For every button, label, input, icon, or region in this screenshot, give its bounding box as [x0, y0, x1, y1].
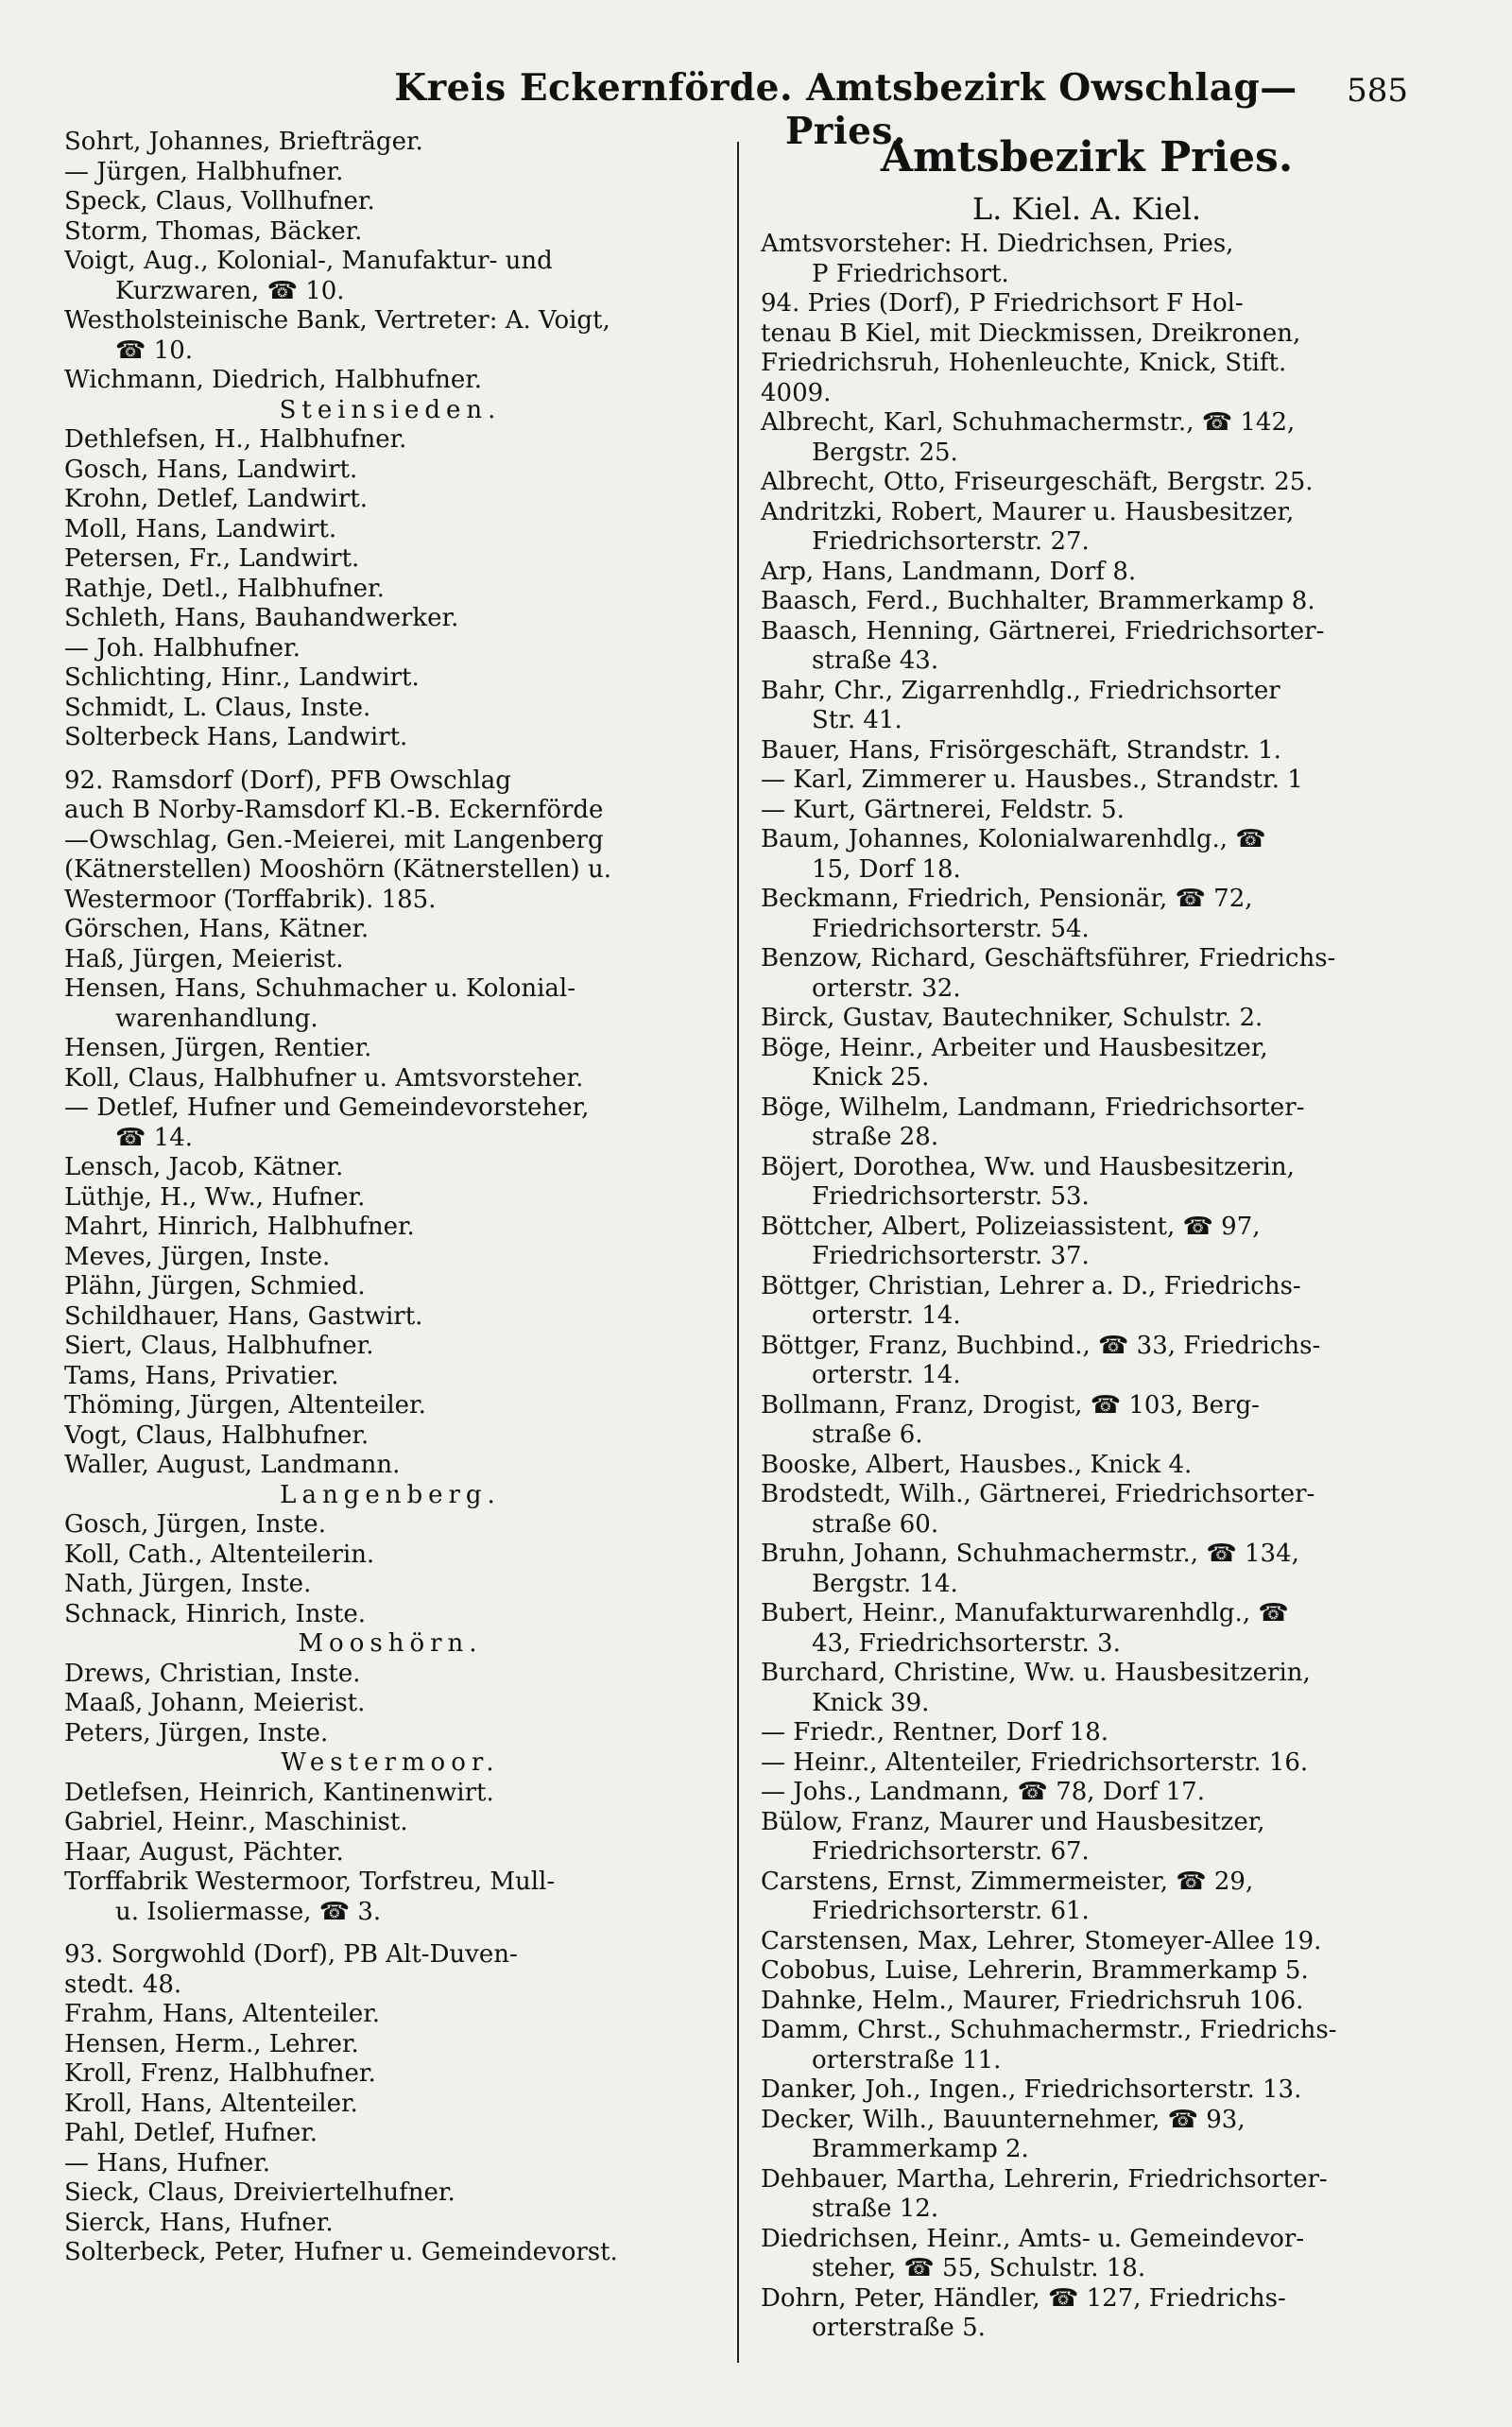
directory-entry: Böge, Wilhelm, Landmann, Friedrichsorter- — [761, 1093, 1305, 1122]
directory-entry: Kroll, Frenz, Halbhufner. — [64, 2059, 376, 2088]
directory-entry: Böjert, Dorothea, Ww. und Hausbesitzerin, — [761, 1152, 1295, 1181]
directory-entry: —Owschlag, Gen.-Meierei, mit Langenberg — [64, 825, 604, 854]
directory-entry: auch B Norby-Ramsdorf Kl.-B. Eckernförde — [64, 796, 604, 824]
entry-continuation: 43, Friedrichsorterstr. 3. — [812, 1628, 1121, 1658]
entry-continuation: Kurzwaren, ☎ 10. — [115, 276, 345, 305]
directory-entry: Hensen, Hans, Schuhmacher u. Kolonial- — [64, 974, 576, 1003]
directory-entry: Bruhn, Johann, Schuhmachermstr., ☎ 134, — [761, 1540, 1299, 1568]
directory-entry: Böge, Heinr., Arbeiter und Hausbesitzer, — [761, 1033, 1268, 1062]
directory-entry: Haar, August, Pächter. — [64, 1837, 344, 1867]
directory-entry: — Hans, Hufner. — [64, 2148, 271, 2177]
entry-continuation: straße 28. — [812, 1123, 939, 1151]
directory-entry: Krohn, Detlef, Landwirt. — [64, 485, 369, 513]
directory-entry: Koll, Claus, Halbhufner u. Amtsvorsteher. — [64, 1063, 584, 1093]
locality-heading: Langenberg. — [280, 1480, 501, 1509]
entry-continuation: straße 6. — [812, 1420, 923, 1449]
directory-entry: Speck, Claus, Vollhufner. — [64, 187, 375, 215]
directory-entry: Hensen, Jürgen, Rentier. — [64, 1034, 372, 1062]
directory-entry: Benzow, Richard, Geschäftsführer, Friedrichs- — [761, 944, 1336, 973]
directory-entry: Schildhauer, Hans, Gastwirt. — [64, 1301, 423, 1331]
directory-entry: Rathje, Detl., Halbhufner. — [64, 574, 385, 603]
spacer — [64, 753, 716, 766]
directory-entry: — Jürgen, Halbhufner. — [64, 157, 344, 186]
directory-entry: Mahrt, Hinrich, Halbhufner. — [64, 1213, 415, 1241]
directory-entry: Albrecht, Karl, Schuhmachermstr., ☎ 142, — [761, 408, 1296, 437]
directory-entry: — Heinr., Altenteiler, Friedrichsorterstr. 16. — [761, 1747, 1309, 1777]
page-number: 585 — [1347, 72, 1408, 110]
directory-entry: Waller, August, Landmann. — [64, 1451, 401, 1479]
entry-continuation: Brammerkamp 2. — [812, 2135, 1029, 2163]
directory-entry: Lensch, Jacob, Kätner. — [64, 1153, 344, 1181]
directory-entry: Plähn, Jürgen, Schmied. — [64, 1272, 366, 1300]
directory-entry: Solterbeck, Peter, Hufner u. Gemeindevorst. — [64, 2238, 618, 2266]
directory-entry: — Kurt, Gärtnerei, Feldstr. 5. — [761, 795, 1125, 824]
directory-entry: 4009. — [761, 378, 832, 407]
entry-continuation: Bergstr. 14. — [812, 1569, 958, 1598]
directory-entry: Birck, Gustav, Bautechniker, Schulstr. 2. — [761, 1004, 1263, 1032]
directory-entry: Böttger, Franz, Buchbind., ☎ 33, Friedrichs- — [761, 1331, 1321, 1360]
directory-entry: Schlichting, Hinr., Landwirt. — [64, 663, 420, 692]
directory-entry: Burchard, Christine, Ww. u. Hausbesitzerin, — [761, 1659, 1311, 1687]
column-divider — [737, 142, 739, 2363]
directory-entry: — Friedr., Rentner, Dorf 18. — [761, 1718, 1108, 1747]
directory-entry: — Johs., Landmann, ☎ 78, Dorf 17. — [761, 1778, 1205, 1806]
directory-entry: Peters, Jürgen, Inste. — [64, 1718, 329, 1747]
entry-continuation: steher, ☎ 55, Schulstr. 18. — [812, 2254, 1146, 2282]
directory-entry: Damm, Chrst., Schuhmachermstr., Friedrichs- — [761, 2016, 1337, 2044]
spacer — [64, 1927, 716, 1940]
locality-heading: Mooshörn. — [298, 1629, 483, 1658]
entry-continuation: Friedrichsorterstr. 27. — [812, 527, 1090, 556]
entry-continuation: P Friedrichsort. — [812, 259, 1009, 288]
directory-entry: Bülow, Franz, Maurer und Hausbesitzer, — [761, 1807, 1265, 1836]
directory-entry: Torffabrik Westermoor, Torfstreu, Mull- — [64, 1868, 556, 1896]
directory-entry: Nath, Jürgen, Inste. — [64, 1570, 312, 1598]
directory-entry: Drews, Christian, Inste. — [64, 1659, 361, 1688]
directory-entry: Kroll, Hans, Altenteiler. — [64, 2089, 358, 2118]
directory-entry: Amtsvorsteher: H. Diedrichsen, Pries, — [761, 230, 1234, 258]
directory-entry: Baasch, Henning, Gärtnerei, Friedrichsorter- — [761, 616, 1325, 645]
directory-entry: Friedrichsruh, Hohenleuchte, Knick, Stift. — [761, 349, 1287, 377]
right-column — [761, 128, 1413, 2344]
directory-entry: Westermoor (Torffabrik). 185. — [64, 885, 437, 914]
directory-entry: Sohrt, Johannes, Briefträger. — [64, 128, 423, 156]
directory-entry: Frahm, Hans, Altenteiler. — [64, 2000, 381, 2028]
entry-continuation: orterstr. 14. — [812, 1301, 961, 1330]
directory-entry: Solterbeck Hans, Landwirt. — [64, 723, 408, 751]
directory-entry: Baasch, Ferd., Buchhalter, Brammerkamp 8. — [761, 587, 1315, 615]
entry-continuation: straße 60. — [812, 1509, 939, 1539]
directory-entry: Lüthje, H., Ww., Hufner. — [64, 1182, 366, 1212]
directory-entry: Beckmann, Friedrich, Pensionär, ☎ 72, — [761, 885, 1253, 913]
directory-entry: (Kätnerstellen) Mooshörn (Kätnerstellen) u. — [64, 855, 611, 884]
entry-continuation: straße 12. — [812, 2195, 939, 2223]
directory-entry: Maaß, Johann, Meierist. — [64, 1689, 366, 1717]
directory-entry: Carstens, Ernst, Zimmermeister, ☎ 29, — [761, 1867, 1254, 1896]
directory-entry: Siert, Claus, Halbhufner. — [64, 1332, 374, 1360]
left-column — [64, 128, 716, 2268]
directory-entry: 92. Ramsdorf (Dorf), PFB Owschlag — [64, 766, 511, 795]
directory-entry: Westholsteinische Bank, Vertreter: A. Voigt, — [64, 306, 610, 335]
directory-entry: Vogt, Claus, Halbhufner. — [64, 1420, 369, 1450]
entry-continuation: u. Isoliermasse, ☎ 3. — [115, 1897, 382, 1926]
directory-entry: 93. Sorgwohld (Dorf), PB Alt-Duven- — [64, 1940, 518, 1969]
directory-entry: Bauer, Hans, Frisörgeschäft, Strandstr. 1. — [761, 735, 1281, 765]
directory-entry: tenau B Kiel, mit Dieckmissen, Dreikronen, — [761, 318, 1301, 348]
directory-entry: stedt. 48. — [64, 1970, 182, 1999]
entry-continuation: ☎ 10. — [115, 336, 193, 365]
directory-entry: Moll, Hans, Landwirt. — [64, 514, 337, 543]
directory-entry: Bubert, Heinr., Manufakturwarenhdlg., ☎ — [761, 1599, 1289, 1627]
locality-heading: Westermoor. — [281, 1748, 500, 1777]
directory-entry: Schnack, Hinrich, Inste. — [64, 1599, 366, 1628]
directory-entry: Dehbauer, Martha, Lehrerin, Friedrichsorter- — [761, 2164, 1328, 2194]
entry-continuation: orterstr. 32. — [812, 973, 961, 1003]
directory-entry: — Detlef, Hufner und Gemeindevorsteher, — [64, 1093, 590, 1122]
directory-entry: Gosch, Jürgen, Inste. — [64, 1510, 326, 1539]
entry-continuation: Bergstr. 25. — [812, 438, 958, 467]
directory-entry: Görschen, Hans, Kätner. — [64, 915, 369, 943]
entry-continuation: Str. 41. — [812, 706, 902, 734]
directory-entry: Gosch, Hans, Landwirt. — [64, 455, 358, 484]
directory-entry: Thöming, Jürgen, Altenteiler. — [64, 1391, 426, 1420]
directory-entry: Bahr, Chr., Zigarrenhdlg., Friedrichsorter — [761, 676, 1280, 705]
section-subtitle: L. Kiel. A. Kiel. — [971, 191, 1202, 227]
directory-entry: Storm, Thomas, Bäcker. — [64, 216, 363, 246]
directory-entry: Schleth, Hans, Bauhandwerker. — [64, 604, 459, 632]
entry-continuation: Knick 25. — [812, 1063, 930, 1092]
directory-entry: Diedrichsen, Heinr., Amts- u. Gemeindevor- — [761, 2224, 1305, 2253]
entry-continuation: Friedrichsorterstr. 61. — [812, 1897, 1090, 1925]
directory-entry: Pahl, Detlef, Hufner. — [64, 2119, 318, 2147]
directory-entry: Petersen, Fr., Landwirt. — [64, 544, 360, 573]
directory-entry: Decker, Wilh., Bauunternehmer, ☎ 93, — [761, 2105, 1246, 2134]
entry-continuation: orterstraße 5. — [812, 2314, 986, 2342]
directory-entry: 94. Pries (Dorf), P Friedrichsort F Hol- — [761, 289, 1244, 318]
directory-entry: Albrecht, Otto, Friseurgeschäft, Bergstr. 25. — [761, 468, 1314, 496]
directory-entry: Wichmann, Diedrich, Halbhufner. — [64, 366, 483, 394]
directory-entry: Booske, Albert, Hausbes., Knick 4. — [761, 1450, 1193, 1479]
entry-continuation: 15, Dorf 18. — [812, 854, 961, 884]
entry-continuation: Knick 39. — [812, 1688, 930, 1717]
directory-entry: Hensen, Herm., Lehrer. — [64, 2029, 359, 2058]
directory-entry: Koll, Cath., Altenteilerin. — [64, 1540, 375, 1569]
directory-entry: Detlefsen, Heinrich, Kantinenwirt. — [64, 1778, 494, 1807]
directory-entry: Baum, Johannes, Kolonialwarenhdlg., ☎ — [761, 825, 1266, 853]
directory-entry: Sierck, Hans, Hufner. — [64, 2208, 334, 2237]
directory-entry: Böttger, Christian, Lehrer a. D., Friedrichs- — [761, 1271, 1301, 1300]
directory-entry: Bollmann, Franz, Drogist, ☎ 103, Berg- — [761, 1390, 1260, 1420]
directory-entry: Brodstedt, Wilh., Gärtnerei, Friedrichsorter- — [761, 1480, 1315, 1508]
directory-entry: Dohrn, Peter, Händler, ☎ 127, Friedrichs- — [761, 2283, 1286, 2313]
entry-continuation: warenhandlung. — [115, 1004, 318, 1033]
directory-entry: Sieck, Claus, Dreiviertelhufner. — [64, 2178, 455, 2207]
directory-entry: Cobobus, Luise, Lehrerin, Brammerkamp 5. — [761, 1956, 1309, 1985]
directory-entry: — Karl, Zimmerer u. Hausbes., Strandstr. 1 — [761, 766, 1303, 794]
entry-continuation: Friedrichsorterstr. 54. — [812, 914, 1090, 943]
directory-entry: Dethlefsen, H., Halbhufner. — [64, 425, 407, 454]
directory-entry: Böttcher, Albert, Polizeiassistent, ☎ 97, — [761, 1212, 1261, 1241]
section-title: Amtsbezirk Pries. — [880, 133, 1294, 181]
entry-continuation: Friedrichsorterstr. 53. — [812, 1182, 1090, 1211]
entry-continuation: straße 43. — [812, 646, 939, 675]
entry-continuation: orterstraße 11. — [812, 2045, 1002, 2074]
directory-entry: Danker, Joh., Ingen., Friedrichsorterstr. 13. — [761, 2075, 1302, 2104]
directory-entry: Dahnke, Helm., Maurer, Friedrichsruh 106. — [761, 1986, 1304, 2015]
directory-entry: Carstensen, Max, Lehrer, Stomeyer-Allee 19. — [761, 1926, 1322, 1955]
directory-entry: — Joh. Halbhufner. — [64, 633, 301, 663]
directory-entry: Arp, Hans, Landmann, Dorf 8. — [761, 557, 1137, 586]
directory-entry: Gabriel, Heinr., Maschinist. — [64, 1808, 408, 1836]
entry-continuation: orterstr. 14. — [812, 1361, 961, 1389]
directory-entry: Haß, Jürgen, Meierist. — [64, 944, 344, 973]
running-head: Kreis Eckernförde. Amtsbezirk Owschlag—Pries. — [394, 66, 1297, 153]
entry-continuation: Friedrichsorterstr. 37. — [812, 1242, 1090, 1270]
directory-entry: Andritzki, Robert, Maurer u. Hausbesitzer, — [761, 497, 1295, 526]
directory-entry: Voigt, Aug., Kolonial-, Manufaktur- und — [64, 247, 553, 275]
directory-entry: Tams, Hans, Privatier. — [64, 1361, 339, 1390]
entry-continuation: ☎ 14. — [115, 1123, 193, 1152]
directory-entry: Meves, Jürgen, Inste. — [64, 1242, 331, 1271]
directory-entry: Schmidt, L. Claus, Inste. — [64, 693, 371, 722]
entry-continuation: Friedrichsorterstr. 67. — [812, 1837, 1090, 1866]
locality-heading: Steinsieden. — [279, 395, 502, 424]
